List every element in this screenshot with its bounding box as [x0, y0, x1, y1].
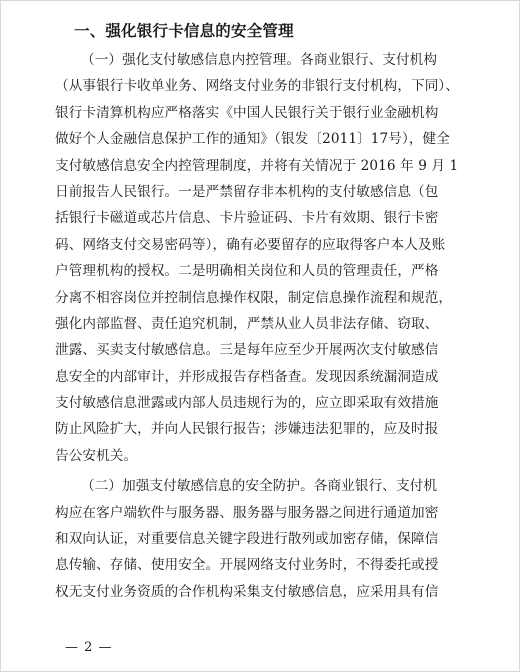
text-line: （二）加强支付敏感信息的安全防护。各商业银行、支付机 [81, 478, 438, 495]
text-line: 银行卡清算机构应严格落实《中国人民银行关于银行业金融机构 [55, 104, 439, 121]
text-line: 做好个人金融信息保护工作的通知》（银发〔2011〕17号），健全 [55, 131, 450, 148]
paragraph-1 [55, 47, 475, 469]
text-line: （从事银行卡收单业务、网络支付业务的非银行支付机构，下同）、 [55, 78, 460, 95]
text-line: 权无支付业务资质的合作机构采集支付敏感信息，应采用具有信 [55, 583, 439, 600]
text-line: 强化内部监督、责任追究机制，严禁从业人员非法存储、窃取、 [55, 315, 439, 332]
text-line: 码、网络支付交易密码等），确有必要留存的应取得客户本人及账 [55, 236, 446, 253]
text-line: 支付敏感信息泄露或内部人员违规行为的，应立即采取有效措施 [55, 395, 439, 412]
text-line: 分离不相容岗位并控制信息操作权限，制定信息操作流程和规范， [55, 289, 453, 306]
text-line: 括银行卡磁道或芯片信息、卡片验证码、卡片有效期、银行卡密 [55, 210, 439, 227]
text-line: 构应在客户端软件与服务器、服务器与服务器之间进行通道加密 [55, 504, 439, 521]
text-line: （一）强化支付敏感信息内控管理。各商业银行、支付机构 [81, 52, 438, 68]
text-line: 告公安机关。 [55, 447, 138, 464]
text-line: 泄露、买卖支付敏感信息。三是每年应至少开展两次支付敏感信 [55, 342, 439, 359]
text-line: 息传输、存储、使用安全。开展网络支付业务时，不得委托或授 [55, 557, 439, 574]
paragraph-2 [55, 473, 475, 605]
text-line: 支付敏感信息安全内控管理制度，并将有关情况于 2016 年 9 月 1 [55, 157, 459, 174]
text-line: 息安全的内部审计，并形成报告存档备查。发现因系统漏洞造成 [55, 368, 439, 385]
document-body [55, 47, 475, 605]
section-heading: 一、强化银行卡信息的安全管理 [74, 22, 294, 40]
page-number: — 2 — [65, 640, 113, 655]
text-line: 户管理机构的授权。二是明确相关岗位和人员的管理责任，严格 [55, 263, 439, 280]
text-line: 和双向认证，对重要信息关键字段进行散列或加密存储，保障信 [55, 531, 439, 548]
text-line: 防止风险扩大，并向人民银行报告；涉嫌违法犯罪的，应及时报 [55, 421, 439, 438]
text-line: 日前报告人民银行。一是严禁留存非本机构的支付敏感信息（包 [55, 183, 439, 200]
